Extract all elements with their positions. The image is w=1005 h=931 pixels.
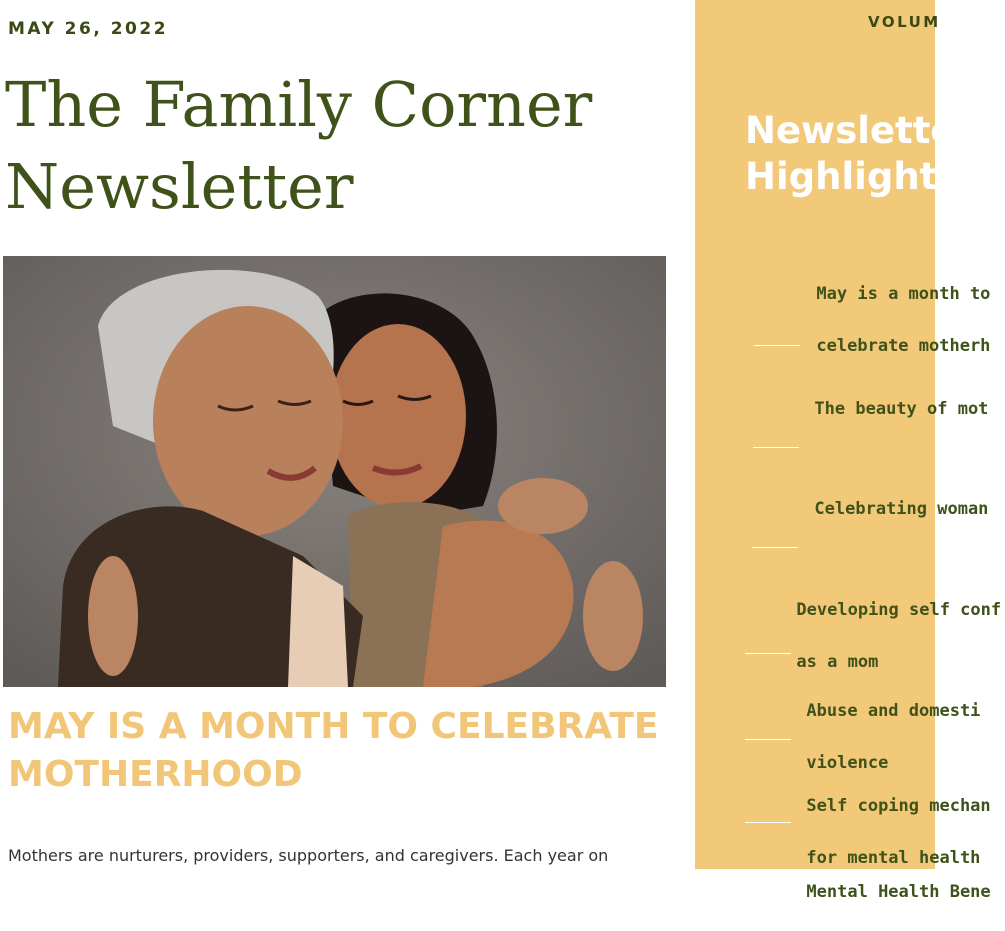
highlight-divider — [745, 739, 791, 740]
highlight-divider — [753, 447, 799, 448]
highlight-item-line-2: for mental health — [806, 848, 981, 868]
mother-daughter-photo — [3, 256, 666, 687]
article-body: Mothers are nurturers, providers, supporters, and caregivers. Each year on — [8, 846, 609, 865]
highlight-item-celebrating-womanhood[interactable] — [753, 470, 988, 548]
highlight-divider — [745, 822, 791, 823]
highlight-divider — [745, 653, 791, 654]
highlight-item-line-1: Developing self conf — [796, 600, 1002, 620]
highlight-item-line-2: as a mom — [796, 652, 879, 672]
title-line-2: Newsletter — [5, 150, 354, 223]
highlight-item-line-1: The beauty of mot — [814, 399, 989, 419]
highlight-item-line-1: Self coping mechan — [806, 796, 991, 816]
highlights-title-line-2: Highlights — [745, 155, 960, 198]
newsletter-title — [5, 64, 665, 228]
highlight-item-celebrate-motherhood[interactable] — [755, 255, 990, 385]
title-line-1: The Family Corner — [5, 68, 593, 141]
article-headline — [8, 703, 688, 799]
highlight-item-line-1: Abuse and domesti — [806, 701, 981, 721]
highlight-divider — [752, 547, 798, 548]
highlights-title-line-1: Newslette — [745, 109, 956, 152]
volume-label: VOLUM — [868, 13, 941, 31]
highlight-item-line-2: celebrate motherh — [816, 336, 991, 356]
highlight-divider — [754, 345, 800, 346]
highlights-sidebar — [695, 0, 1002, 902]
highlight-item-line-2: violence — [806, 753, 889, 773]
highlights-title — [745, 108, 1005, 200]
highlight-item-line-1: Celebrating woman — [814, 499, 989, 519]
highlight-item-line-1: Mental Health Bene — [806, 882, 991, 902]
headline-line-1: MAY IS A MONTH TO CELEBRATE — [8, 706, 659, 747]
highlight-item-mental-health-benefits[interactable] — [745, 853, 991, 931]
issue-date: MAY 26, 2022 — [8, 19, 169, 39]
headline-line-2: MOTHERHOOD — [8, 754, 303, 795]
highlight-item-line-1: May is a month to — [816, 284, 991, 304]
highlight-item-beauty-of-motherhood[interactable] — [753, 370, 988, 448]
